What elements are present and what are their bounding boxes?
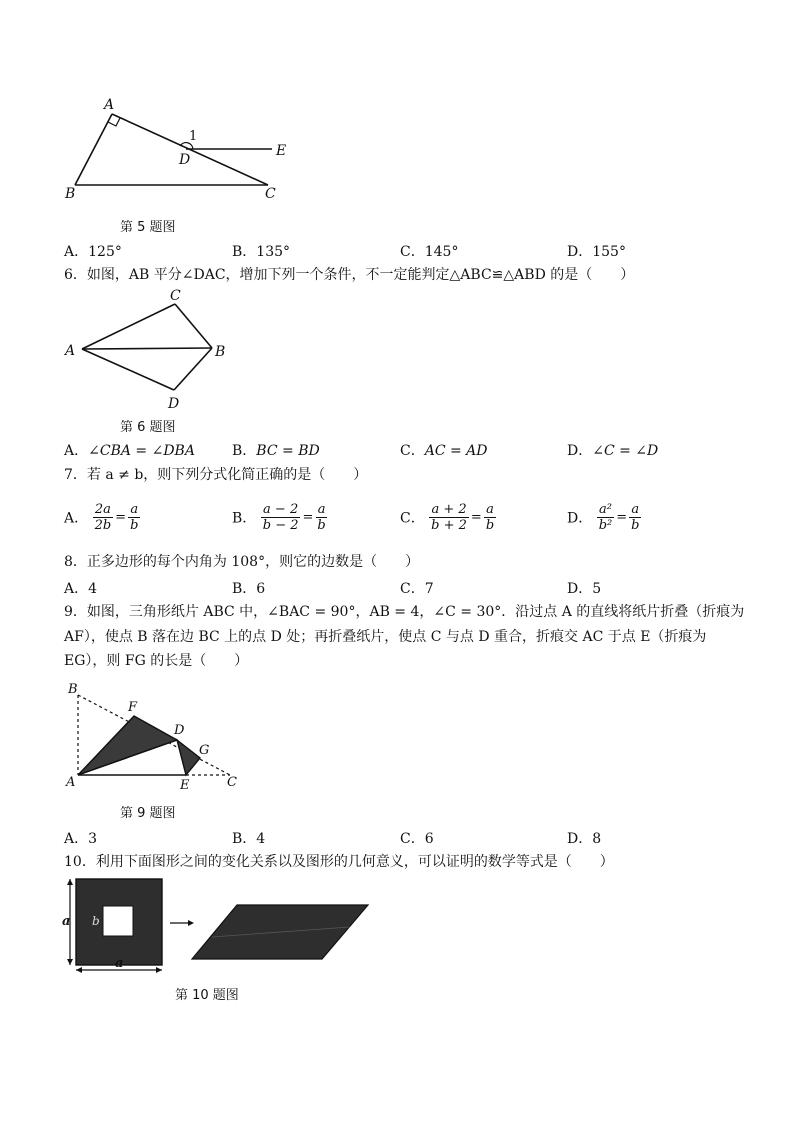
q7-b-lhs: $\frac{a - 2}{b - 2}$: [262, 502, 299, 533]
q9-caption: 第 9 题图: [120, 806, 176, 821]
q6-seg-ac: [82, 304, 175, 349]
q5-options: [64, 241, 744, 261]
q9-option-c[interactable]: C．6: [400, 831, 434, 847]
q5-figure: [60, 92, 310, 207]
q7-stem: 7．若 a ≠ b，则下列分式化简正确的是（ ）: [64, 467, 368, 483]
q5-option-b[interactable]: B．135°: [232, 244, 291, 260]
q10-caption: 第 10 题图: [175, 988, 239, 1003]
q9-stem-line1: 9．如图，三角形纸片 ABC 中，∠BAC = 90°，AB = 4，∠C = 30°．沿过点 A 的直线将纸片折叠（折痕为: [64, 604, 745, 620]
q9-label-g: G: [199, 743, 210, 758]
q5-caption: 第 5 题图: [120, 220, 176, 235]
q10-arrowhead-bottom: [67, 959, 73, 965]
q10-label-b-inner: b: [92, 914, 100, 928]
q7-d-rhs: $\frac{a}{b}$: [631, 502, 640, 533]
q6-label-d: D: [168, 396, 180, 411]
q6-label-b: B: [215, 344, 226, 360]
q8-options: [64, 578, 744, 598]
q5-label-b: B: [65, 186, 76, 202]
q7-d-lhs: $\frac{\text{a²}}{\text{b²}}$: [598, 502, 613, 533]
q10-arrowhead-right: [156, 967, 162, 973]
q5-label-e: E: [276, 143, 287, 159]
q10-figure: [62, 875, 382, 975]
q6-stem: 6．如图，AB 平分∠DAC，增加下列一个条件，不一定能判定△ABC≌△ABD 的是（ ）: [64, 267, 635, 283]
q6-seg-ab: [82, 348, 212, 349]
q9-option-b[interactable]: B．4: [232, 831, 266, 847]
q5-side-ab: [75, 114, 112, 185]
q6-caption: 第 6 题图: [120, 420, 176, 435]
q9-figure: [62, 678, 252, 796]
q6-label-c: C: [170, 288, 181, 304]
q9-option-a[interactable]: A．3: [64, 831, 98, 847]
q9-options: [64, 828, 744, 848]
q6-options: [64, 440, 744, 460]
q9-label-e: E: [180, 778, 190, 793]
q7-option-c[interactable]: C． $\frac{a + 2}{b + 2}$ = $\frac{a}{b}$: [400, 502, 495, 533]
q5-option-d[interactable]: D．155°: [567, 244, 626, 260]
q10-arrowhead-top: [67, 879, 73, 885]
q7-c-lhs: $\frac{a + 2}{b + 2}$: [431, 502, 467, 533]
q10-inner-square: [103, 906, 133, 936]
q5-label-d: D: [179, 152, 191, 168]
q5-option-c[interactable]: C．145°: [400, 244, 459, 260]
q7-a-rhs: $\frac{a}{b}$: [130, 502, 139, 533]
q5-label-1: 1: [189, 129, 198, 144]
q9-label-a: A: [66, 775, 76, 790]
q9-label-b: B: [68, 682, 78, 697]
q5-label-c: C: [265, 186, 276, 202]
q6-label-a: A: [65, 343, 76, 359]
q6-seg-cb: [175, 304, 212, 348]
q7-a-lhs: $\frac{2a}{2b}$: [94, 502, 112, 533]
q6-option-b[interactable]: B．BC = BD: [232, 443, 320, 459]
q7-option-d[interactable]: D． $\frac{\text{a²}}{\text{b²}}$ = $\frac{a}{b}$: [567, 502, 640, 533]
q8-stem: 8．正多边形的每个内角为 108°，则它的边数是（ ）: [64, 554, 420, 570]
q5-option-a[interactable]: A．125°: [64, 244, 122, 260]
q9-label-f: F: [128, 700, 138, 715]
q8-option-d[interactable]: D．5: [567, 581, 602, 597]
q10-arrowhead-left: [76, 967, 82, 973]
q9-label-d: D: [174, 723, 185, 738]
q6-seg-db: [174, 348, 212, 390]
q6-seg-ad: [82, 349, 174, 390]
q7-b-rhs: $\frac{a}{b}$: [317, 502, 326, 533]
q9-stem-line3: EG），则 FG 的长是（ ）: [64, 653, 249, 669]
q10-stem: 10．利用下面图形之间的变化关系以及图形的几何意义，可以证明的数学等式是（ ）: [64, 854, 614, 870]
q10-label-a-side: a: [62, 914, 71, 929]
q10-transform-arrowhead: [188, 920, 194, 926]
q6-option-d[interactable]: D．∠C = ∠D: [567, 443, 659, 459]
q5-label-a: A: [104, 97, 115, 113]
q6-option-c[interactable]: C．AC = AD: [400, 443, 488, 459]
q6-option-a[interactable]: A．∠CBA = ∠DBA: [64, 443, 195, 459]
q8-option-c[interactable]: C．7: [400, 581, 434, 597]
q9-shaded-dge: [177, 740, 200, 775]
q7-option-b[interactable]: B． $\frac{a - 2}{b - 2}$ = $\frac{a}{b}$: [232, 502, 326, 533]
q9-label-c: C: [227, 775, 237, 790]
q7-option-a[interactable]: A． $\frac{2a}{2b}$ = $\frac{a}{b}$: [64, 502, 139, 533]
q9-option-d[interactable]: D．8: [567, 831, 602, 847]
q10-label-a-bottom: a: [115, 956, 124, 971]
q8-option-b[interactable]: B．6: [232, 581, 266, 597]
q7-options: [64, 502, 744, 542]
q8-option-a[interactable]: A．4: [64, 581, 98, 597]
q6-figure: [60, 286, 240, 411]
q7-c-rhs: $\frac{a}{b}$: [485, 502, 495, 533]
q9-stem-line2: AF），使点 B 落在边 BC 上的点 D 处；再折叠纸片，使点 C 与点 D 重合，折痕交 AC 于点 E（折痕为: [64, 629, 707, 645]
